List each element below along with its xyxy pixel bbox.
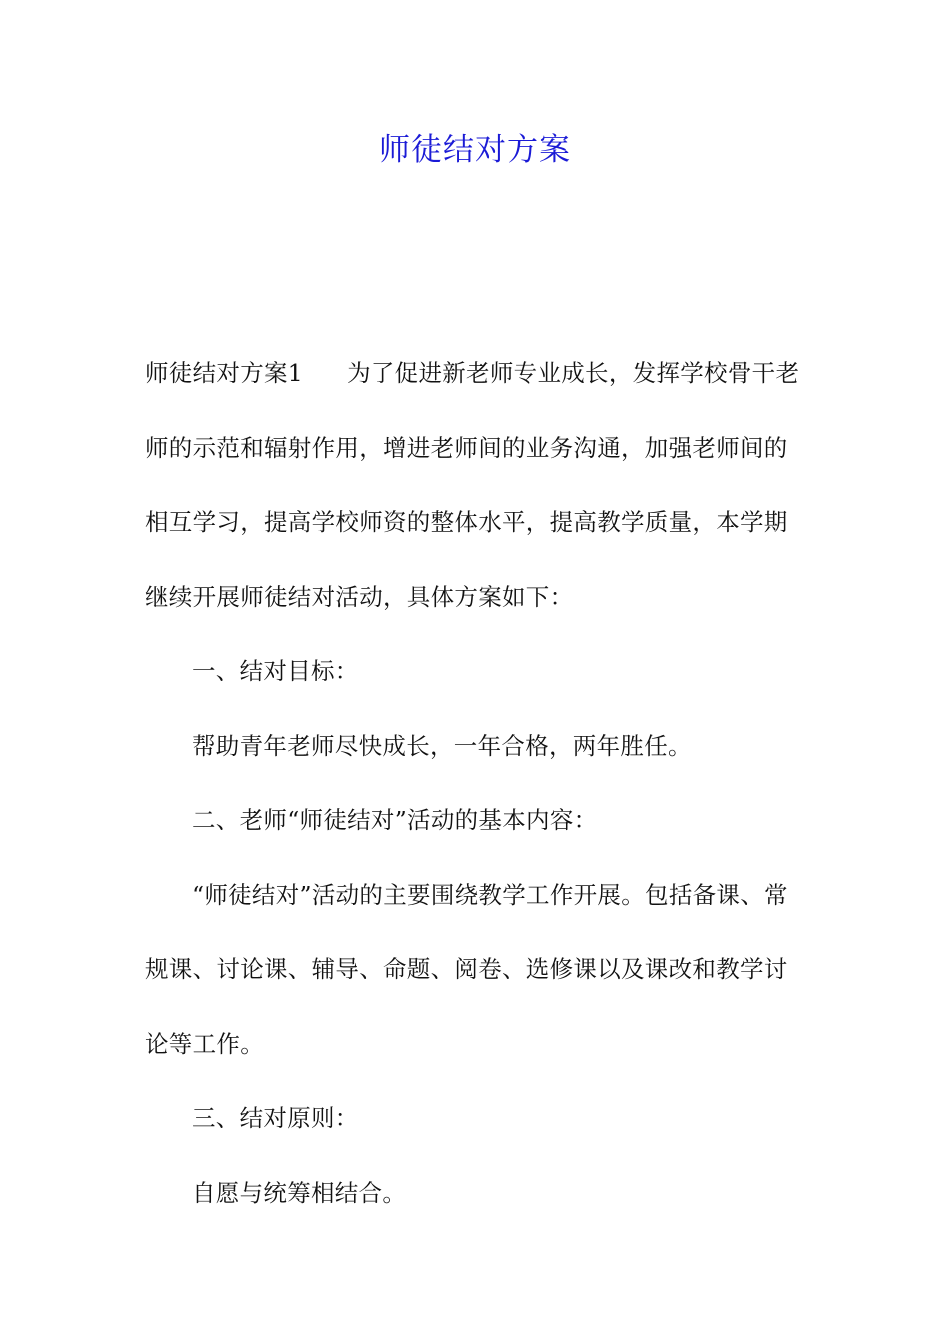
intro-text: 为了促进新老师专业成长，发挥学校骨干老师的示范和辐射作用，增进老师间的业务沟通，加强老师间的相互学习，提高学校师资的整体水平，提高教学质量，本学期继续开展师徒结对活动，具体方案如下： (145, 359, 800, 611)
heading-principles: 三、结对原则： (192, 1104, 359, 1132)
heading-content: 二、老师“师徒结对”活动的基本内容： (192, 806, 598, 834)
content-text: “师徒结对”活动的主要围绕教学工作开展。包括备课、常规课、讨论课、辅导、命题、阅卷、选修课以及课改和教学讨论等工作。 (145, 880, 788, 1058)
principles-text: 自愿与统筹相结合。 (192, 1178, 407, 1207)
heading-goals: 一、结对目标： (192, 657, 359, 685)
document-title: 师徒结对方案 (379, 132, 571, 168)
section-label: 师徒结对方案1 (145, 359, 304, 387)
goals-text: 帮助青年老师尽快成长，一年合格，两年胜任。 (192, 731, 692, 760)
intro-paragraph (145, 336, 810, 634)
document-body (145, 336, 810, 1230)
